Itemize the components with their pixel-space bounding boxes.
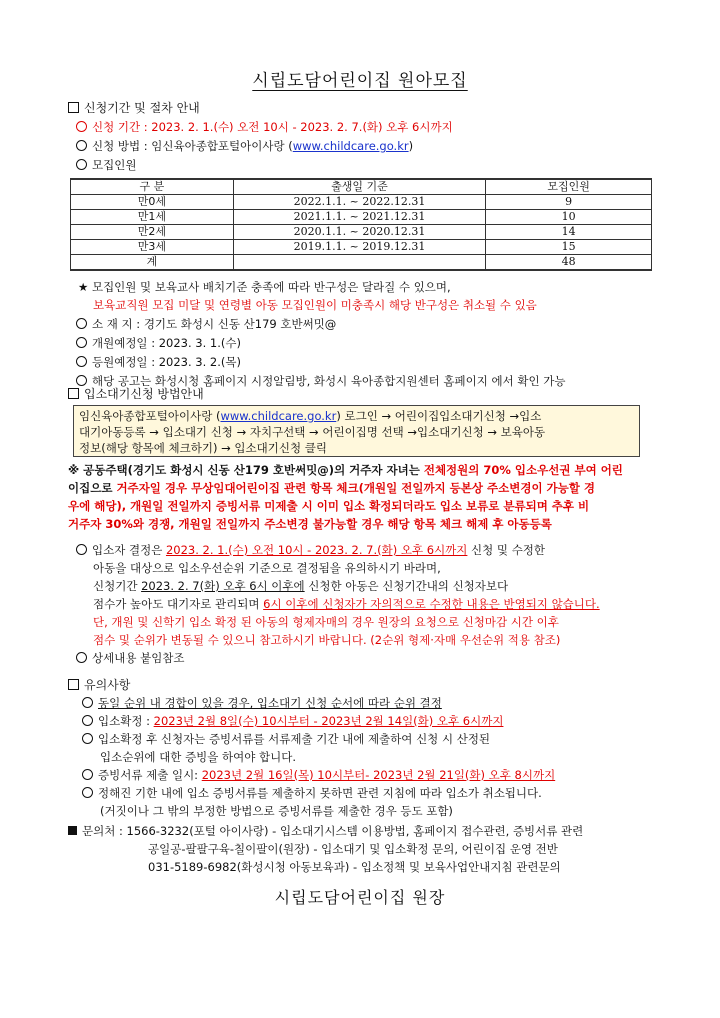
checkbox-square-icon [68,102,79,113]
signature-director: 시립도담어린이집 원장 [274,888,446,907]
recruitment-table [70,178,652,271]
address-line: 소 재 지 : 경기도 화성시 신동 산179 호반써밋@ [76,316,336,332]
capacity-cell: 10 [486,210,652,225]
table-header-cell: 출생일 기준 [233,179,485,195]
circle-bullet-icon [76,652,87,663]
note-deadline-cont: (거짓이나 그 밖의 부정한 방법으로 증빙서류를 제출한 경우 등도 포함) [100,804,453,818]
decision-line2: 아동을 대상으로 입소우선순위 기준으로 결정됨을 유의하시기 바라며, [93,561,441,575]
class-note: ★ 모집인원 및 보육교사 배치기준 충족에 따라 반구성은 달라질 수 있으며, [78,280,451,294]
checkbox-square-icon [68,388,79,399]
notice-line: 해당 공고는 화성시청 홈페이지 시정알림방, 화성시 육아종합지원센터 홈페이지 에서 확인 가능 [76,373,565,389]
checkbox-square-icon [68,679,79,690]
table-row [71,240,652,255]
section2-heading: 입소대기신청 방법안내 [68,386,204,402]
note-deadline: 정해진 기한 내에 입소 증빙서류를 제출하지 못하면 관련 지침에 따라 입소가 취소됩니다. [82,785,542,801]
section1-heading: 신청기간 및 절차 안내 [68,100,200,116]
circle-bullet-icon [82,733,93,744]
table-header-row [71,179,652,195]
contact-line1: 문의처 : 1566-3232(포털 아이사랑) - 입소대기시스템 이용방법, 홈페이지 접수관련, 증빙서류 관련 [68,823,583,839]
star-icon: ★ [78,280,92,294]
housing-priority-line3: 우에 해당), 개원일 전일까지 증빙서류 미제출 시 이미 입소 확정되더라도 입소 보류로 분류되며 추후 비 [68,499,590,513]
circle-bullet-icon [76,375,87,386]
table-row [71,225,652,240]
age-cell: 만2세 [71,225,234,240]
circle-bullet-icon [76,159,87,170]
decision-line5: 단, 개원 및 신학기 입소 확정 된 아동의 형제자매의 경우 원장의 요청으로 신청마감 시간 이후 [93,615,559,629]
childcare-link[interactable]: www.childcare.go.kr [220,409,337,423]
section3-heading: 유의사항 [68,677,130,693]
contact-line2: 공일공-팔팔구육-칠이팔이(원장) - 입소대기 및 입소확정 문의, 어린이집 운영 전반 [148,842,558,856]
birth-range-cell: 2021.1.1. ~ 2021.12.31 [233,210,485,225]
recruit-label: 모집인원 [76,157,136,173]
waitlist-steps-box [73,405,640,457]
circle-bullet-icon [82,697,93,708]
note-documents: 입소확정 후 신청자는 증빙서류를 서류제출 기간 내에 제출하여 신청 시 산정된 [82,731,490,747]
circle-bullet-icon [76,356,87,367]
circle-bullet-icon [82,715,93,726]
open-date-line: 개원예정일 : 2023. 3. 1.(수) [76,335,241,351]
circle-bullet-icon [76,544,87,555]
birth-range-cell: 2020.1.1. ~ 2020.12.31 [233,225,485,240]
circle-bullet-icon [76,140,87,151]
attend-date-line: 등원예정일 : 2023. 3. 2.(목) [76,354,241,370]
housing-priority-line4: 거주자 30%와 경쟁, 개원일 전일까지 주소변경 불가능할 경우 해당 항목 체크 해제 후 아동등록 [68,517,552,531]
detail-reference: 상세내용 붙임참조 [76,650,185,666]
decision-line1: 입소자 결정은 2023. 2. 1.(수) 오전 10시 - 2023. 2. 7.(화) 오후 6시까지 신청 및 수정한 [76,542,545,558]
decision-line4: 점수가 높아도 대기자로 관리되며 6시 이후에 신청자가 자의적으로 수정한 내용은 반영되지 않습니다. [93,597,600,611]
table-row [71,195,652,210]
housing-priority-line1: ※ 공동주택(경기도 화성시 신동 산179 호반써밋@)의 거주자 자녀는 전체정원의 70% 입소우선권 부여 어린 [68,463,623,477]
capacity-cell: 9 [486,195,652,210]
circle-bullet-icon [76,318,87,329]
contact-line3: 031-5189-6982(화성시청 아동보육과) - 입소정책 및 보육사업안내지침 관련문의 [148,860,561,874]
application-method: 신청 방법 : 임신육아종합포털아이사랑 (www.childcare.go.kr) [76,138,413,154]
filled-square-icon [68,826,77,835]
table-total-row [71,255,652,271]
table-row [71,210,652,225]
circle-bullet-icon [76,337,87,348]
capacity-cell: 15 [486,240,652,255]
steps-line-3: 정보(해당 항목에 체크하기) → 입소대기신청 클릭 [79,441,327,455]
page-title: 시립도담어린이집 원아모집 [252,71,468,91]
circle-bullet-icon [82,769,93,780]
application-period: 신청 기간 : 2023. 2. 1.(수) 오전 10시 - 2023. 2. 7.(화) 오후 6시까지 [76,119,453,135]
note-confirmation: 입소확정 : 2023년 2월 8일(수) 10시부터 - 2023년 2월 14일(화) 오후 6시까지 [82,713,503,729]
birth-range-cell: 2022.1.1. ~ 2022.12.31 [233,195,485,210]
steps-line-1: 임신육아종합포털아이사랑 (www.childcare.go.kr) 로그인 → 어린이집입소대기신청 →입소 [79,409,542,423]
note-ranking: 동일 순위 내 경합이 있을 경우, 입소대기 신청 순서에 따라 순위 결정 [82,695,442,711]
total-empty-cell [233,255,485,271]
circle-bullet-icon [76,121,87,132]
childcare-link[interactable]: www.childcare.go.kr [292,139,409,153]
decision-line6: 점수 및 순위가 변동될 수 있으니 참고하시기 바랍니다. (2순위 형제·자매 우선순위 적용 참조) [93,633,561,647]
total-capacity-cell: 48 [486,255,652,271]
circle-bullet-icon [82,787,93,798]
age-cell: 만0세 [71,195,234,210]
age-cell: 만1세 [71,210,234,225]
total-label-cell: 계 [71,255,234,271]
housing-priority-line2: 이집으로 거주자일 경우 무상임대어린이집 관련 항목 체크(개원일 전일까지 등본상 주소변경이 가능할 경 [68,481,595,495]
decision-line3: 신청기간 2023. 2. 7(화) 오후 6시 이후에 신청한 아동은 신청기간내의 신청자보다 [93,579,509,593]
note-documents-cont: 입소순위에 대한 증빙을 하여야 합니다. [100,750,297,764]
steps-line-2: 대기아동등록 → 입소대기 신청 → 자치구선택 → 어린이집명 선택 →입소대기신청 → 보육아동 [79,425,546,439]
note-submission: 증빙서류 제출 일시: 2023년 2월 16일(목) 10시부터- 2023년 2월 21일(화) 오후 8시까지 [82,767,555,783]
class-cancel-note: 보육교직원 모집 미달 및 연령별 아동 모집인원이 미충족시 해당 반구성은 취소될 수 있음 [93,298,537,312]
table-header-cell: 모집인원 [486,179,652,195]
table-header-cell: 구 분 [71,179,234,195]
capacity-cell: 14 [486,225,652,240]
birth-range-cell: 2019.1.1. ~ 2019.12.31 [233,240,485,255]
age-cell: 만3세 [71,240,234,255]
